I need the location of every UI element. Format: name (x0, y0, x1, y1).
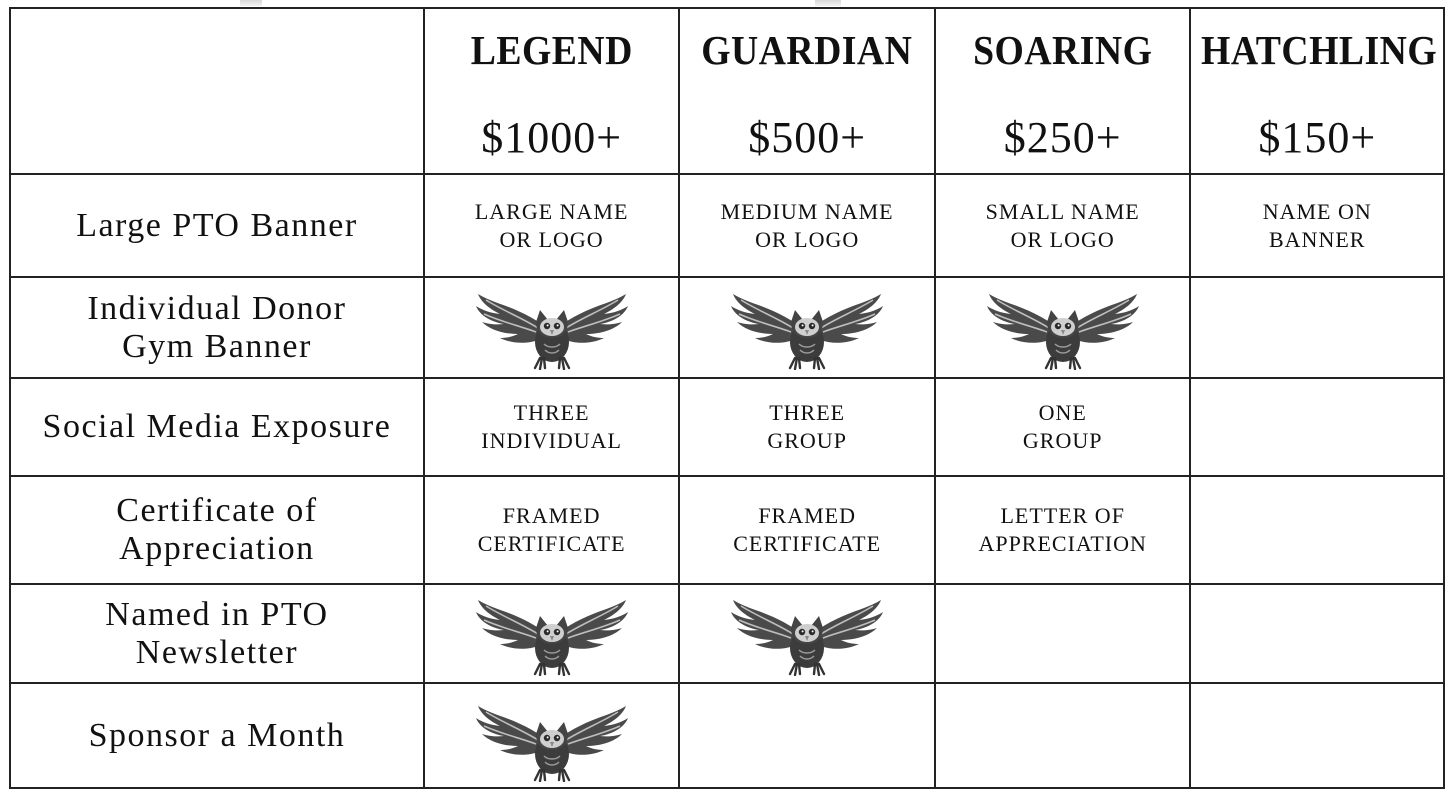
benefit-cell-empty (935, 584, 1191, 683)
page-edge-tab (240, 0, 262, 6)
owl-icon (727, 586, 887, 676)
benefit-row (10, 683, 1444, 788)
benefit-text: THREE INDIVIDUAL (481, 400, 622, 453)
benefit-cell (1190, 174, 1444, 277)
owl-icon (983, 280, 1143, 370)
owl-icon (472, 586, 632, 676)
tier-header-guardian (679, 8, 935, 174)
tier-header-soaring (935, 8, 1191, 174)
benefit-text: NAME ON BANNER (1262, 198, 1372, 252)
benefit-text: FRAMED CERTIFICATE (477, 503, 626, 556)
owl-icon (472, 280, 632, 370)
benefit-row (10, 378, 1444, 476)
benefit-cell-included (424, 584, 680, 683)
benefit-text: LETTER OF APPRECIATION (978, 503, 1147, 556)
feature-cell (10, 174, 424, 277)
benefit-cell (935, 476, 1191, 584)
benefit-row (10, 476, 1444, 584)
benefit-cell-included (935, 277, 1191, 378)
header-blank-cell (10, 8, 424, 174)
owl-icon (727, 280, 887, 370)
benefit-cell-included (679, 584, 935, 683)
owl-icon (472, 692, 632, 782)
feature-label: Large PTO Banner (76, 206, 358, 244)
sponsorship-tier-table (9, 7, 1445, 789)
benefit-cell (679, 476, 935, 584)
benefit-row (10, 174, 1444, 277)
benefit-row (10, 584, 1444, 683)
tier-amount: $500+ (748, 112, 867, 162)
benefit-cell (424, 174, 680, 277)
benefit-cell-included (424, 683, 680, 788)
benefit-cell-empty (1190, 584, 1444, 683)
tier-header-row (10, 8, 1444, 174)
feature-cell (10, 476, 424, 584)
benefit-cell-empty (679, 683, 935, 788)
benefit-text: FRAMED CERTIFICATE (733, 503, 882, 556)
benefit-row (10, 277, 1444, 378)
benefit-cell-empty (1190, 277, 1444, 378)
benefit-cell (424, 378, 680, 476)
page-edge-tab (815, 0, 841, 6)
feature-label: Certificate of Appreciation (116, 492, 318, 567)
tier-name: SOARING (973, 26, 1153, 73)
benefit-text: THREE GROUP (767, 400, 847, 453)
feature-cell (10, 277, 424, 378)
benefit-cell (935, 378, 1191, 476)
feature-label: Named in PTO Newsletter (105, 595, 329, 671)
benefit-cell-empty (1190, 476, 1444, 584)
feature-cell (10, 683, 424, 788)
benefit-cell (935, 174, 1191, 277)
feature-label: Social Media Exposure (42, 408, 392, 445)
benefit-cell-included (679, 277, 935, 378)
feature-label: Individual Donor Gym Banner (87, 289, 347, 365)
feature-label: Sponsor a Month (88, 716, 346, 754)
benefit-cell-empty (935, 683, 1191, 788)
tier-header-hatchling (1190, 8, 1444, 174)
benefit-cell (679, 174, 935, 277)
benefit-text: ONE GROUP (1022, 400, 1103, 453)
tier-name: GUARDIAN (701, 26, 913, 73)
benefit-text: SMALL NAME OR LOGO (985, 198, 1140, 252)
benefit-text: MEDIUM NAME OR LOGO (720, 198, 894, 252)
tier-amount: $250+ (1003, 112, 1122, 162)
benefit-text: LARGE NAME OR LOGO (474, 198, 629, 252)
tier-header-legend (424, 8, 680, 174)
benefit-cell-included (424, 277, 680, 378)
tier-amount: $1000+ (481, 112, 623, 162)
feature-cell (10, 584, 424, 683)
benefit-cell (679, 378, 935, 476)
benefit-cell (424, 476, 680, 584)
tier-amount: $150+ (1258, 112, 1377, 162)
feature-cell (10, 378, 424, 476)
tier-name: LEGEND (470, 26, 633, 73)
benefit-cell-empty (1190, 378, 1444, 476)
tier-name: HATCHLING (1201, 26, 1438, 73)
benefit-cell-empty (1190, 683, 1444, 788)
